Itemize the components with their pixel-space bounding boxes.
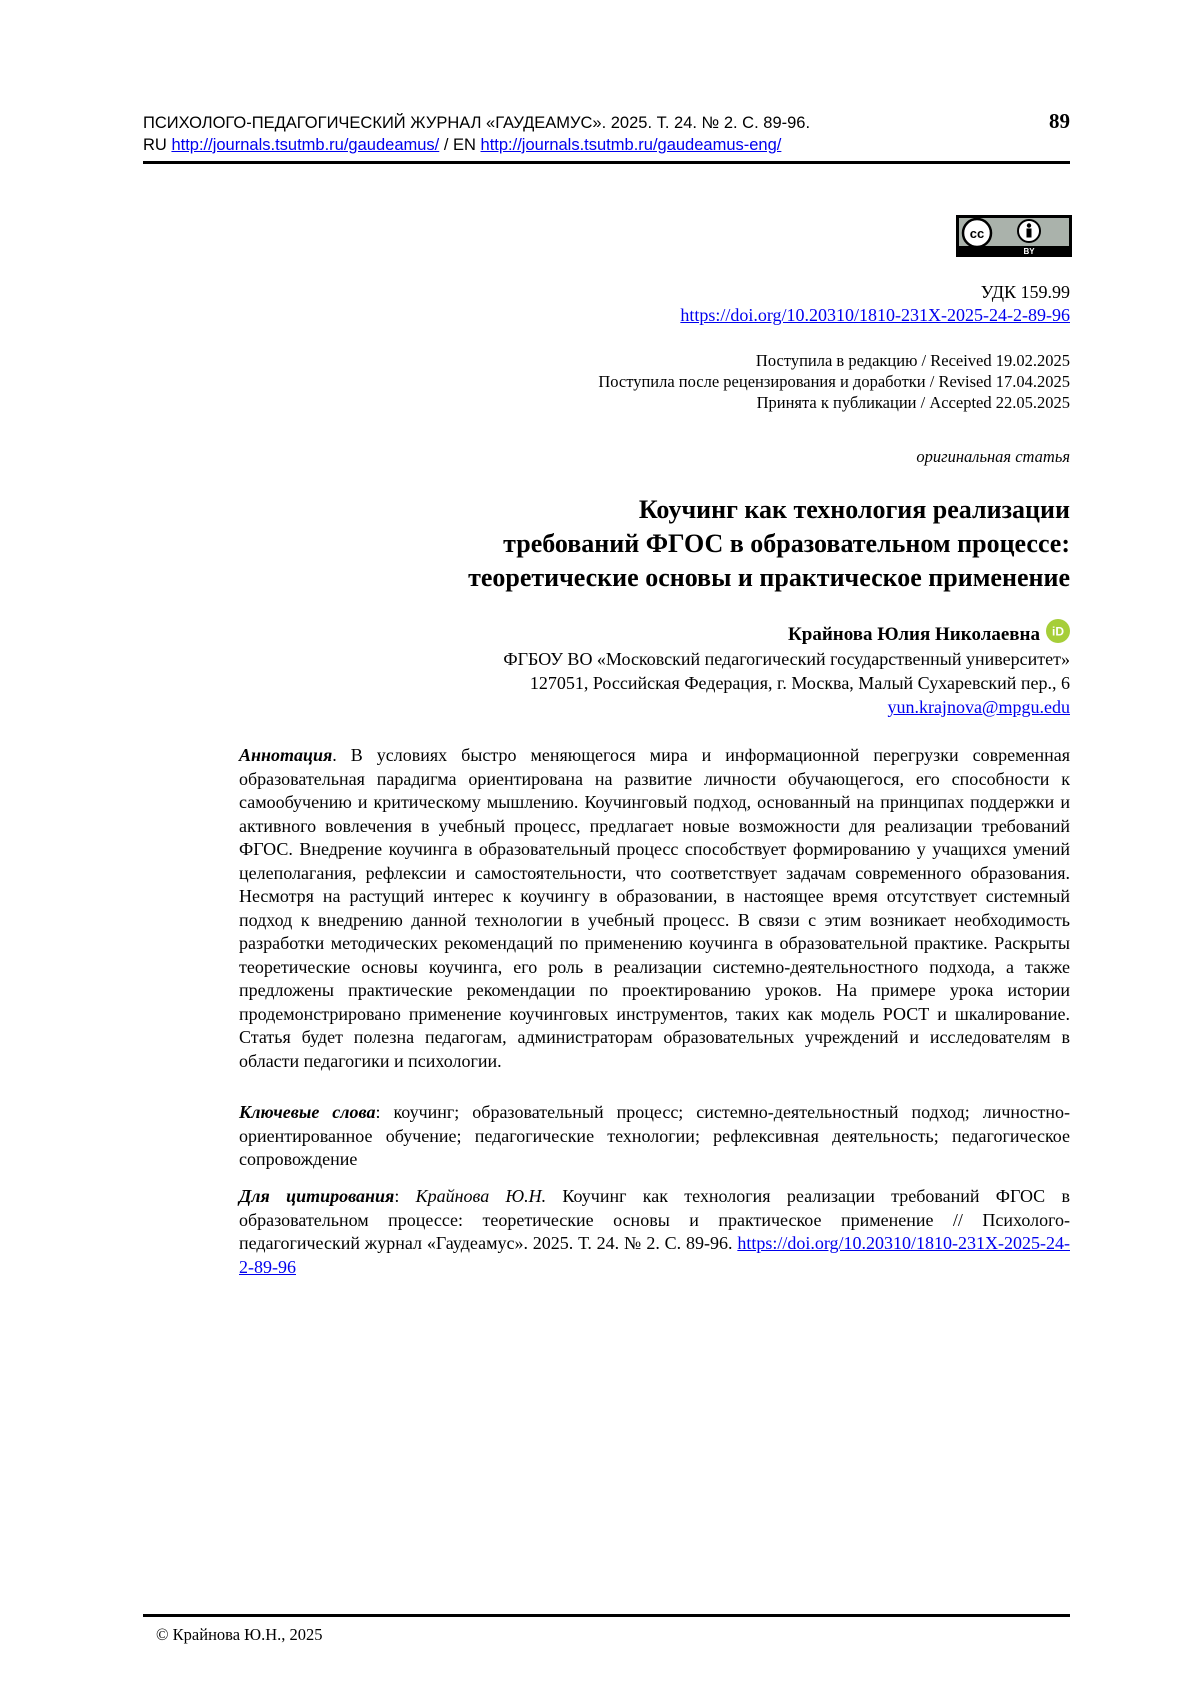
author-name: Крайнова Юлия Николаевна: [787, 624, 1040, 645]
dates-block: [598, 350, 1070, 413]
footer-copyright: © Крайнова Ю.Н., 2025: [156, 1625, 323, 1644]
en-journal-link[interactable]: http://journals.tsutmb.ru/gaudeamus-eng/: [480, 136, 782, 154]
url-separator: /: [439, 136, 454, 154]
journal-urls-line: [143, 134, 1070, 156]
accepted-date: Принята к публикации / Accepted 22.05.2025: [756, 393, 1070, 412]
orcid-icon[interactable]: [1046, 619, 1070, 643]
page-number: 89: [1049, 109, 1070, 133]
running-header: [143, 109, 1070, 156]
author-email-link[interactable]: yun.krajnova@mpgu.edu: [887, 697, 1070, 717]
author-name-row: [788, 623, 1070, 647]
keywords: [239, 1101, 1070, 1172]
revised-date: Поступила после рецензирования и доработки / Revised 17.04.2025: [598, 372, 1070, 391]
citation-author: Крайнова Ю.Н.: [415, 1186, 547, 1206]
cc-text: cc: [969, 226, 985, 241]
orcid-text: iD: [1052, 624, 1064, 639]
ru-label: RU: [143, 136, 167, 154]
author-address: 127051, Российская Федерация, г. Москва, Малый Сухаревский пер., 6: [529, 673, 1070, 693]
title-line-1: Коучинг как технология реализации: [638, 495, 1070, 524]
citation-label: Для цитирования: [239, 1186, 395, 1206]
citation: [239, 1185, 1070, 1279]
title-line-3: теоретические основы и практическое применение: [468, 563, 1070, 592]
doi-link[interactable]: https://doi.org/10.20310/1810-231X-2025-24-2-89-96: [680, 305, 1070, 325]
citation-colon: :: [394, 1186, 416, 1206]
udc-doi-block: [680, 281, 1070, 327]
en-label: EN: [453, 136, 476, 154]
cc-by-license-badge[interactable]: [956, 215, 1072, 257]
keywords-text: : коучинг; образовательный процесс; системно-деятельностный подход; личностно-ориентированное обучение; педагогические технологии; рефлексивная деятельность; педагогическое сопровождение: [239, 1102, 1071, 1169]
citation-text: Коучинг как технология реализации требований ФГОС в образовательном процессе: теоретические основы и практическое применение // Психолого-педагогический журнал «Гаудеамус». 2025. Т. 24. № 2. С. 89-96.: [239, 1186, 1070, 1253]
abstract-label: Аннотация: [239, 745, 333, 765]
article-type: оригинальная статья: [916, 447, 1070, 466]
author-affiliation: ФГБОУ ВО «Московский педагогический государственный университет»: [503, 649, 1070, 669]
cc-by-icon: [957, 216, 1071, 256]
abstract-text: . В условиях быстро меняющегося мира и информационной перегрузки современная образовательная парадигма ориентирована на развитие личности обучающегося, его способности к самообучению и критическому мышлению. Коучинговый подход, основанный на принципах поддержки и активного вовлечения в учебный процесс, предлагает новые возможности для реализации требований ФГОС. Внедрение коучинга в образовательный процесс способствует формированию у учащихся умений целеполагания, рефлексии и самостоятельности, что соответствует задачам современного образования. Несмотря на растущий интерес к коучингу в образовании, в настоящее время отсутствует системный подход к внедрению данной технологии в учебный процесс. В связи с этим возникает необходимость разработки методических рекомендаций по применению коучинга в образовательной практике. Раскрыты теоретические основы коучинга, его роль в реализации системно-деятельностного подхода, а также предложены практические рекомендации по проектированию уроков. На примере урока истории продемонстрировано применение коучинговых инструментов, таких как модель РОСТ и шкалирование. Статья будет полезна педагогам, администраторам образовательных учреждений и исследователям в области педагогики и психологии.: [239, 745, 1070, 1071]
ru-journal-link[interactable]: http://journals.tsutmb.ru/gaudeamus/: [171, 136, 440, 154]
udc-code: УДК 159.99: [980, 282, 1070, 302]
title-line-2: требований ФГОС в образовательном процессе:: [503, 529, 1070, 558]
footer-rule: [143, 1614, 1070, 1617]
author-block: [503, 622, 1070, 719]
header-rule: [143, 161, 1070, 164]
by-text: BY: [1023, 247, 1035, 256]
received-date: Поступила в редакцию / Received 19.02.2025: [755, 351, 1070, 370]
abstract: [239, 744, 1070, 1073]
journal-line: ПСИХОЛОГО-ПЕДАГОГИЧЕСКИЙ ЖУРНАЛ «ГАУДЕАМУС». 2025. Т. 24. № 2. С. 89-96.: [143, 114, 811, 132]
keywords-label: Ключевые слова: [239, 1102, 376, 1122]
article-title: [310, 493, 1070, 595]
citation-doi-link[interactable]: https://doi.org/10.20310/1810-231X-2025-24-2-89-96: [239, 1233, 1070, 1277]
